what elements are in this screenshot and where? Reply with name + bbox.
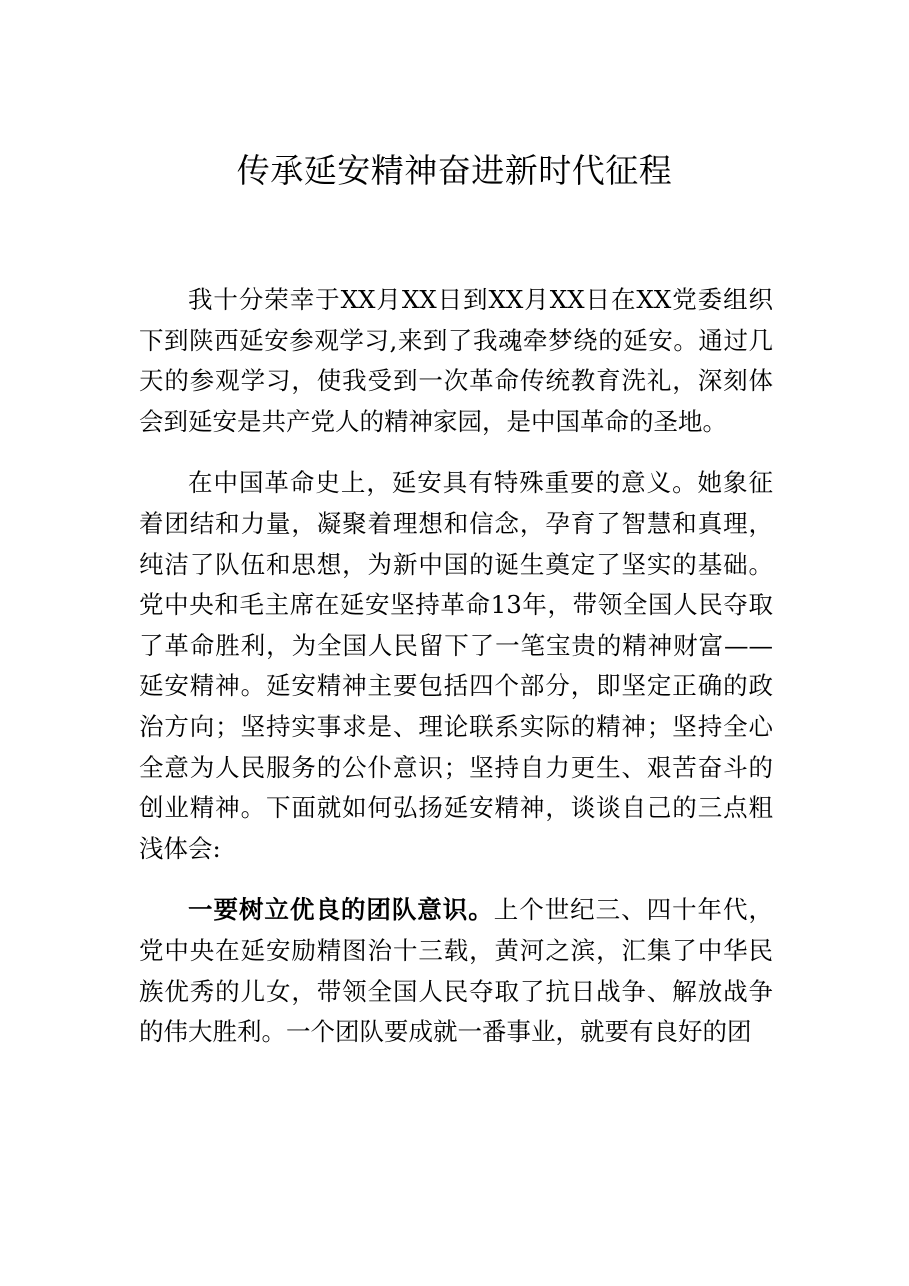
paragraph-2 bbox=[139, 463, 773, 869]
paragraph-lead-heading: 一要树立优良的团队意识。 bbox=[188, 895, 494, 925]
paragraph-text: 上个世纪三、四十年代，党中央在延安励精图治十三载，黄河之滨，汇集了中华民族优秀的儿女，带领全国人民夺取了抗日战争、解放战争的伟大胜利。一个团队要成就一番事业，就要有良好的团 bbox=[139, 895, 774, 1047]
paragraph-text: 在中国革命史上，延安具有特殊重要的意义。她象征着团结和力量，凝聚着理想和信念，孕育了智慧和真理，纯洁了队伍和思想，为新中国的诞生奠定了坚实的基础。党中央和毛主席在延安坚持革命13年，带领全国人民夺取了革命胜利，为全国人民留下了一笔宝贵的精神财富——延安精神。延安精神主要包括四个部分，即坚定正确的政治方向；坚持实事求是、理论联系实际的精神；坚持全心全意为人民服务的公仆意识；坚持自力更生、艰苦奋斗的创业精神。下面就如何弘扬延安精神，谈谈自己的三点粗浅体会: bbox=[139, 468, 773, 863]
document-body bbox=[139, 280, 773, 1074]
paragraph-text: 我十分荣幸于XX月XX日到XX月XX日在XX党委组织下到陕西延安参观学习,来到了我魂牵梦绕的延安。通过几天的参观学习，使我受到一次革命传统教育洗礼，深刻体会到延安是共产党人的精神家园，是中国革命的圣地。 bbox=[139, 285, 773, 436]
paragraph-1 bbox=[139, 280, 773, 442]
paragraph-3 bbox=[139, 890, 773, 1052]
document-title: 传承延安精神奋进新时代征程 bbox=[236, 151, 673, 190]
